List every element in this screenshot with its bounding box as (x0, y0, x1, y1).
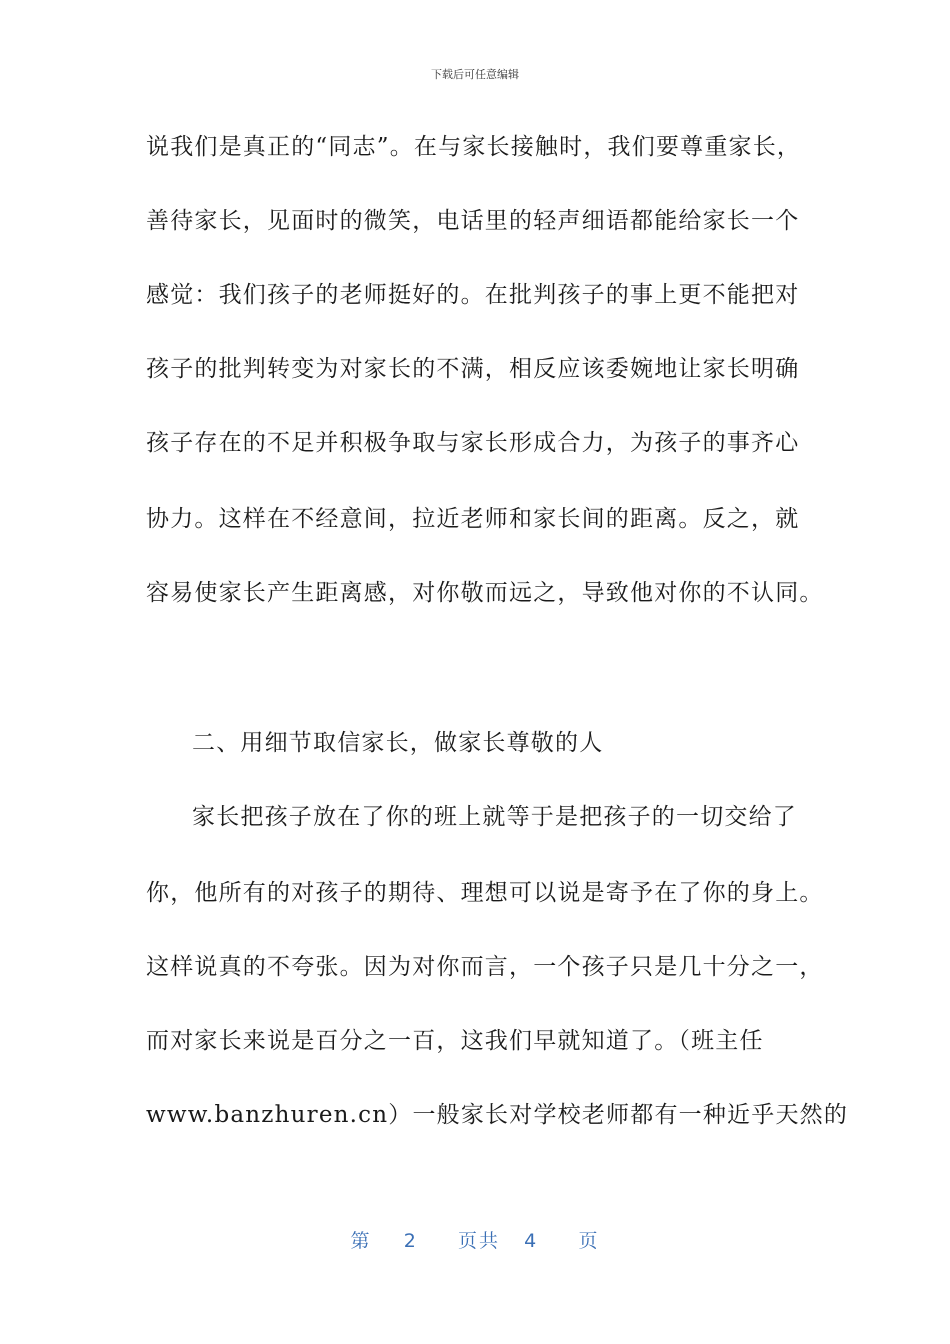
footer-label-end: 页 (578, 1230, 600, 1252)
header-note: 下载后可任意编辑 (431, 68, 519, 81)
page-number-footer (0, 1226, 950, 1253)
footer-label-page: 第 (350, 1230, 372, 1252)
section-heading: 二、用细节取信家长，做家长尊敬的人 (192, 730, 604, 756)
paragraph-line: 善待家长，见面时的微笑，电话里的轻声细语都能给家长一个 (146, 208, 800, 234)
paragraph-line: 说我们是真正的“同志”。在与家长接触时，我们要尊重家长， (146, 134, 802, 160)
footer-label-total: 页共 (458, 1230, 501, 1252)
paragraph-line: 容易使家长产生距离感，对你敬而远之，导致他对你的不认同。 (146, 580, 824, 606)
paragraph-line: 你，他所有的对孩子的期待、理想可以说是寄予在了你的身上。 (146, 880, 824, 906)
footer-total-pages: 4 (524, 1230, 539, 1252)
paragraph-line: 这样说真的不夸张。因为对你而言，一个孩子只是几十分之一， (146, 954, 824, 980)
paragraph-line: 孩子存在的不足并积极争取与家长形成合力，为孩子的事齐心 (146, 430, 800, 456)
paragraph-line: 家长把孩子放在了你的班上就等于是把孩子的一切交给了 (192, 804, 797, 830)
paragraph-line: www.banzhuren.cn）一般家长对学校老师都有一种近乎天然的 (146, 1102, 849, 1128)
paragraph-line: 协力。这样在不经意间，拉近老师和家长间的距离。反之，就 (146, 506, 800, 532)
paragraph-line: 感觉：我们孩子的老师挺好的。在批判孩子的事上更不能把对 (146, 282, 800, 308)
footer-current-page: 2 (403, 1230, 418, 1252)
paragraph-line: 而对家长来说是百分之一百，这我们早就知道了。（班主任 (146, 1028, 764, 1054)
paragraph-line: 孩子的批判转变为对家长的不满，相反应该委婉地让家长明确 (146, 356, 800, 382)
